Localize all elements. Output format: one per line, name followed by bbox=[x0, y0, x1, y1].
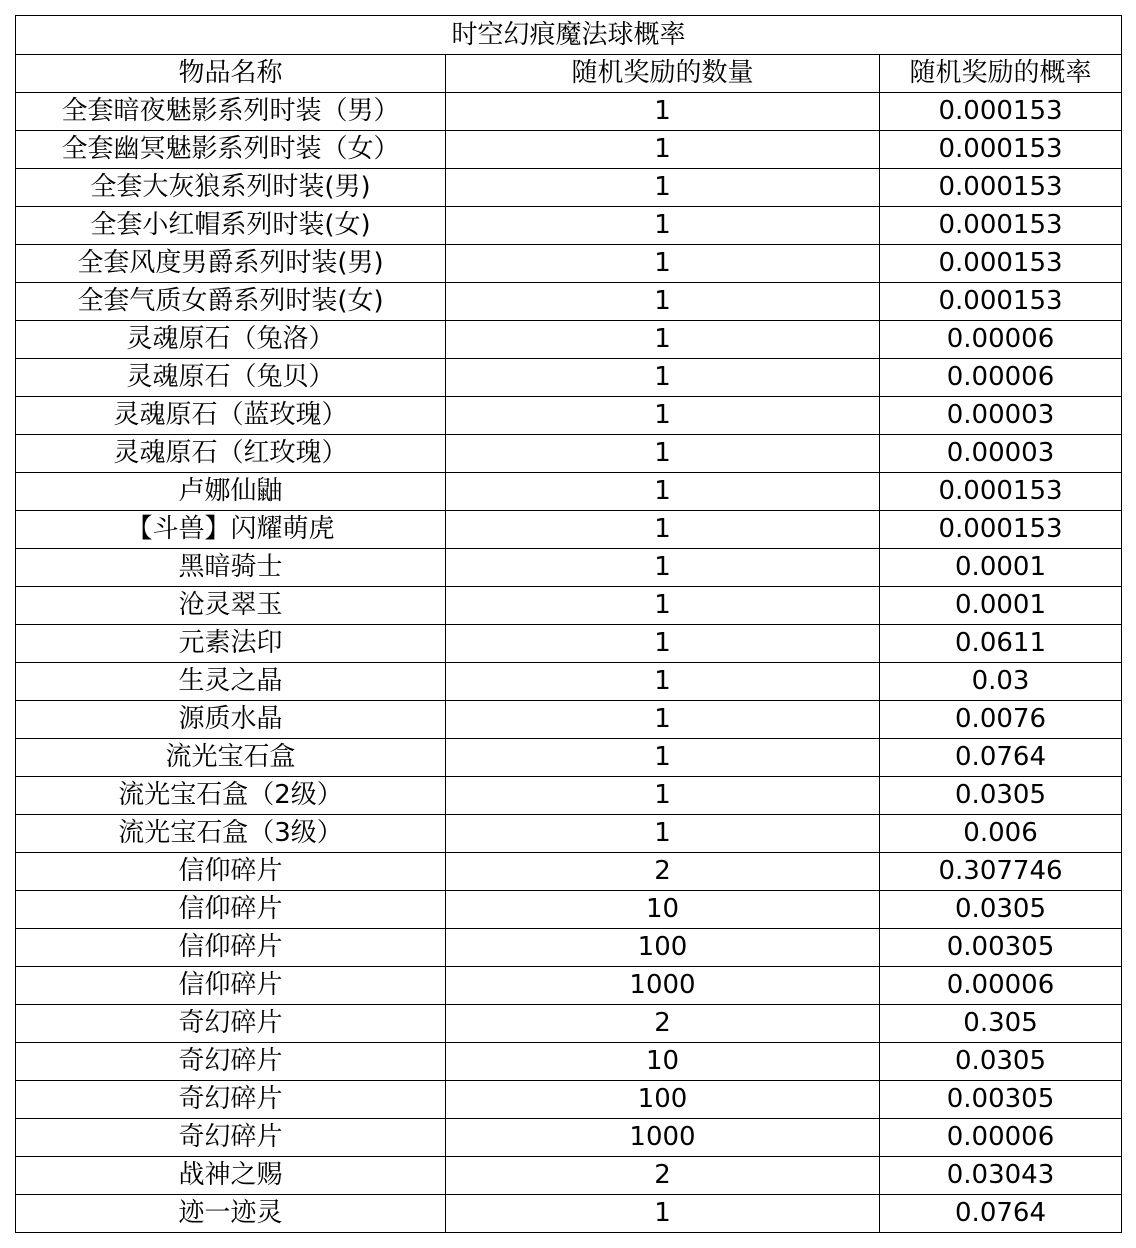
reward-probability-cell: 0.00006 bbox=[880, 1119, 1122, 1157]
table-row bbox=[16, 473, 1122, 511]
reward-quantity-cell: 1 bbox=[446, 207, 880, 245]
reward-probability-cell: 0.0305 bbox=[880, 891, 1122, 929]
reward-quantity-cell: 1 bbox=[446, 397, 880, 435]
item-name-cell: 全套暗夜魅影系列时装（男） bbox=[16, 93, 446, 131]
reward-probability-cell: 0.03 bbox=[880, 663, 1122, 701]
table-row bbox=[16, 549, 1122, 587]
reward-quantity-cell: 1 bbox=[446, 511, 880, 549]
table-row bbox=[16, 1043, 1122, 1081]
table-row bbox=[16, 131, 1122, 169]
reward-quantity-cell: 1 bbox=[446, 93, 880, 131]
reward-quantity-cell: 1 bbox=[446, 701, 880, 739]
probability-table bbox=[15, 15, 1122, 1233]
reward-quantity-cell: 10 bbox=[446, 891, 880, 929]
item-name-cell: 全套幽冥魅影系列时装（女） bbox=[16, 131, 446, 169]
reward-probability-cell: 0.006 bbox=[880, 815, 1122, 853]
reward-probability-cell: 0.00006 bbox=[880, 967, 1122, 1005]
table-row bbox=[16, 663, 1122, 701]
table-row bbox=[16, 169, 1122, 207]
reward-probability-cell: 0.00003 bbox=[880, 435, 1122, 473]
reward-quantity-cell: 1 bbox=[446, 1195, 880, 1233]
item-name-cell: 奇幻碎片 bbox=[16, 1005, 446, 1043]
table-row bbox=[16, 587, 1122, 625]
table-row bbox=[16, 967, 1122, 1005]
reward-quantity-cell: 10 bbox=[446, 1043, 880, 1081]
reward-quantity-cell: 1 bbox=[446, 777, 880, 815]
item-name-cell: 信仰碎片 bbox=[16, 929, 446, 967]
reward-probability-cell: 0.000153 bbox=[880, 169, 1122, 207]
reward-quantity-cell: 100 bbox=[446, 1081, 880, 1119]
reward-quantity-cell: 1 bbox=[446, 169, 880, 207]
reward-quantity-cell: 2 bbox=[446, 1157, 880, 1195]
item-name-cell: 战神之赐 bbox=[16, 1157, 446, 1195]
reward-quantity-cell: 1000 bbox=[446, 1119, 880, 1157]
item-name-cell: 灵魂原石（蓝玫瑰） bbox=[16, 397, 446, 435]
table-row bbox=[16, 739, 1122, 777]
item-name-cell: 流光宝石盒（3级） bbox=[16, 815, 446, 853]
item-name-cell: 全套大灰狼系列时装(男) bbox=[16, 169, 446, 207]
table-row bbox=[16, 1119, 1122, 1157]
item-name-cell: 全套小红帽系列时装(女) bbox=[16, 207, 446, 245]
item-name-cell: 奇幻碎片 bbox=[16, 1119, 446, 1157]
reward-quantity-cell: 1 bbox=[446, 359, 880, 397]
reward-probability-cell: 0.000153 bbox=[880, 93, 1122, 131]
table-row bbox=[16, 359, 1122, 397]
reward-probability-cell: 0.307746 bbox=[880, 853, 1122, 891]
item-name-cell: 全套气质女爵系列时装(女) bbox=[16, 283, 446, 321]
header-reward-quantity: 随机奖励的数量 bbox=[446, 55, 880, 93]
table-row bbox=[16, 93, 1122, 131]
reward-probability-cell: 0.305 bbox=[880, 1005, 1122, 1043]
reward-quantity-cell: 1 bbox=[446, 663, 880, 701]
table-row bbox=[16, 397, 1122, 435]
reward-quantity-cell: 1 bbox=[446, 245, 880, 283]
item-name-cell: 信仰碎片 bbox=[16, 853, 446, 891]
table-row bbox=[16, 207, 1122, 245]
reward-quantity-cell: 1 bbox=[446, 321, 880, 359]
reward-probability-cell: 0.03043 bbox=[880, 1157, 1122, 1195]
table-row bbox=[16, 891, 1122, 929]
item-name-cell: 灵魂原石（兔洛） bbox=[16, 321, 446, 359]
table-row bbox=[16, 701, 1122, 739]
item-name-cell: 流光宝石盒 bbox=[16, 739, 446, 777]
reward-quantity-cell: 1 bbox=[446, 283, 880, 321]
reward-quantity-cell: 1 bbox=[446, 739, 880, 777]
item-name-cell: 【斗兽】闪耀萌虎 bbox=[16, 511, 446, 549]
table-row bbox=[16, 1005, 1122, 1043]
item-name-cell: 迹一迹灵 bbox=[16, 1195, 446, 1233]
table-row bbox=[16, 1157, 1122, 1195]
table-row bbox=[16, 435, 1122, 473]
item-name-cell: 沧灵翠玉 bbox=[16, 587, 446, 625]
reward-quantity-cell: 100 bbox=[446, 929, 880, 967]
reward-probability-cell: 0.00003 bbox=[880, 397, 1122, 435]
reward-probability-cell: 0.0305 bbox=[880, 777, 1122, 815]
reward-quantity-cell: 1 bbox=[446, 815, 880, 853]
reward-probability-cell: 0.000153 bbox=[880, 283, 1122, 321]
item-name-cell: 全套风度男爵系列时装(男) bbox=[16, 245, 446, 283]
table-row bbox=[16, 511, 1122, 549]
item-name-cell: 奇幻碎片 bbox=[16, 1043, 446, 1081]
reward-probability-cell: 0.000153 bbox=[880, 245, 1122, 283]
reward-probability-cell: 0.0076 bbox=[880, 701, 1122, 739]
table-row bbox=[16, 777, 1122, 815]
reward-probability-cell: 0.00006 bbox=[880, 321, 1122, 359]
table-row bbox=[16, 1081, 1122, 1119]
item-name-cell: 灵魂原石（红玫瑰） bbox=[16, 435, 446, 473]
reward-probability-cell: 0.000153 bbox=[880, 511, 1122, 549]
item-name-cell: 卢娜仙鼬 bbox=[16, 473, 446, 511]
reward-probability-cell: 0.00305 bbox=[880, 929, 1122, 967]
table-row bbox=[16, 815, 1122, 853]
reward-probability-cell: 0.0305 bbox=[880, 1043, 1122, 1081]
item-name-cell: 信仰碎片 bbox=[16, 891, 446, 929]
item-name-cell: 信仰碎片 bbox=[16, 967, 446, 1005]
item-name-cell: 流光宝石盒（2级） bbox=[16, 777, 446, 815]
reward-probability-cell: 0.0611 bbox=[880, 625, 1122, 663]
reward-probability-cell: 0.000153 bbox=[880, 207, 1122, 245]
table-row bbox=[16, 283, 1122, 321]
item-name-cell: 源质水晶 bbox=[16, 701, 446, 739]
item-name-cell: 黑暗骑士 bbox=[16, 549, 446, 587]
reward-probability-cell: 0.0001 bbox=[880, 549, 1122, 587]
table-title-row bbox=[16, 16, 1122, 55]
item-name-cell: 生灵之晶 bbox=[16, 663, 446, 701]
reward-quantity-cell: 1 bbox=[446, 473, 880, 511]
header-item-name: 物品名称 bbox=[16, 55, 446, 93]
reward-quantity-cell: 2 bbox=[446, 853, 880, 891]
table-row bbox=[16, 1195, 1122, 1233]
table-row bbox=[16, 321, 1122, 359]
table-header-row bbox=[16, 55, 1122, 93]
table-row bbox=[16, 929, 1122, 967]
table-row bbox=[16, 625, 1122, 663]
reward-probability-cell: 0.000153 bbox=[880, 131, 1122, 169]
reward-quantity-cell: 1 bbox=[446, 131, 880, 169]
table-title: 时空幻痕魔法球概率 bbox=[16, 16, 1122, 55]
reward-probability-cell: 0.0764 bbox=[880, 739, 1122, 777]
item-name-cell: 元素法印 bbox=[16, 625, 446, 663]
reward-quantity-cell: 2 bbox=[446, 1005, 880, 1043]
item-name-cell: 灵魂原石（兔贝） bbox=[16, 359, 446, 397]
reward-quantity-cell: 1 bbox=[446, 549, 880, 587]
reward-quantity-cell: 1 bbox=[446, 587, 880, 625]
reward-quantity-cell: 1000 bbox=[446, 967, 880, 1005]
reward-quantity-cell: 1 bbox=[446, 625, 880, 663]
reward-probability-cell: 0.0001 bbox=[880, 587, 1122, 625]
reward-quantity-cell: 1 bbox=[446, 435, 880, 473]
reward-probability-cell: 0.0764 bbox=[880, 1195, 1122, 1233]
reward-probability-cell: 0.00006 bbox=[880, 359, 1122, 397]
table-row bbox=[16, 245, 1122, 283]
item-name-cell: 奇幻碎片 bbox=[16, 1081, 446, 1119]
header-reward-probability: 随机奖励的概率 bbox=[880, 55, 1122, 93]
table-row bbox=[16, 853, 1122, 891]
reward-probability-cell: 0.000153 bbox=[880, 473, 1122, 511]
reward-probability-cell: 0.00305 bbox=[880, 1081, 1122, 1119]
